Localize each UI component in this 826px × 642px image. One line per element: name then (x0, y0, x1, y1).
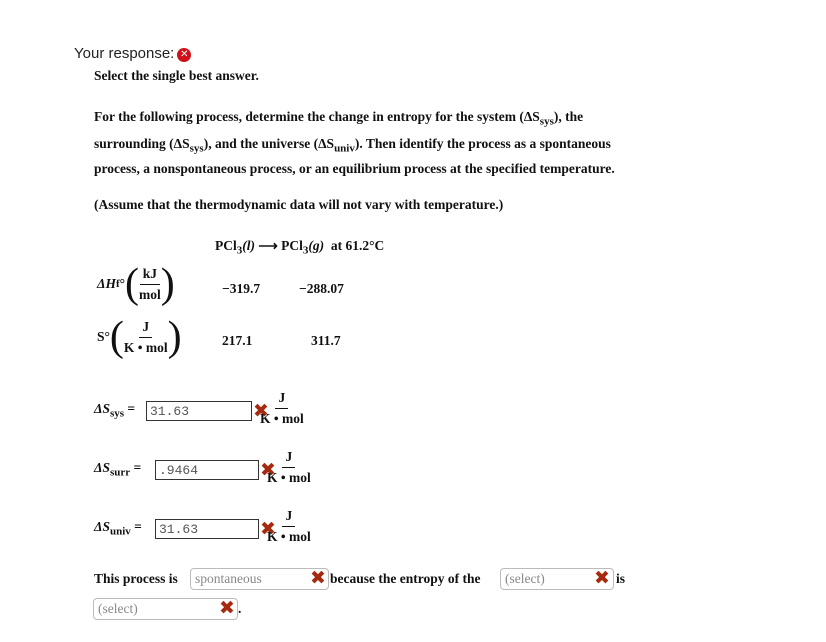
ds-sys-input[interactable]: 31.63 (146, 401, 252, 421)
temperature: at 61.2°C (330, 238, 385, 253)
text: K • mol (267, 470, 311, 485)
wrong-icon: ✖ (219, 597, 235, 619)
text: J (139, 319, 152, 338)
instruction: Select the single best answer. (94, 68, 259, 83)
enthalpy-label: ΔH f ° ( $\frac{kJ}{\text{mol}}$ ) (97, 261, 175, 307)
conclusion-text-3: is (616, 571, 626, 586)
text: (g) (308, 238, 325, 253)
ds-surr-label: $\Delta S_{surr}$ = (94, 460, 142, 479)
text: (l) (242, 238, 255, 253)
text: K • mol (123, 339, 168, 355)
text: K • mol (267, 529, 311, 544)
text: K • mol (260, 411, 304, 426)
ds-sys-unit (260, 390, 304, 427)
wrong-icon: ✖ (594, 567, 610, 589)
s-product: 311.7 (311, 333, 341, 348)
text: mol (139, 286, 161, 302)
arrow-icon: ⟶ (258, 238, 278, 253)
text: ΔS (94, 401, 110, 416)
text: kJ (140, 266, 160, 285)
text: sys (539, 115, 554, 128)
ds-sys-label: $\Delta S_{sys}$ = (94, 401, 136, 420)
text: sys (189, 142, 204, 155)
text: J (282, 508, 295, 527)
text: univ (334, 142, 355, 155)
ds-univ-input[interactable]: 31.63 (155, 519, 259, 539)
reaction (215, 238, 384, 257)
text: ° (119, 276, 126, 291)
reactant: PCl (215, 238, 237, 253)
response-header (74, 45, 191, 62)
wrong-icon: ✖ (260, 459, 276, 481)
dh-reactant: −319.7 (222, 281, 261, 296)
ds-univ-label: $\Delta S_{univ}$ = (94, 519, 142, 538)
text: surr (109, 466, 131, 479)
wrong-icon: ✖ (310, 567, 326, 589)
response-label: Your response: (74, 45, 175, 62)
dh-product: −288.07 (299, 281, 344, 296)
text: 3 (236, 244, 243, 257)
text: ), and the universe (ΔS (203, 136, 335, 151)
assumption: (Assume that the thermodynamic data will not vary with temperature.) (94, 197, 504, 212)
question-line-2 (94, 136, 611, 155)
entropy-change-select[interactable]: (select) (93, 598, 238, 620)
conclusion-text-1: This process is (94, 571, 178, 586)
text: ΔS (94, 519, 110, 534)
entropy-label: S° ( $\frac{J}{\text{K • mol}}$ ) (97, 314, 182, 360)
product: PCl (281, 238, 303, 253)
text: ). Then identify the process as a spontaneous (354, 136, 611, 151)
text: S° (97, 329, 110, 344)
ds-univ-unit (267, 508, 311, 545)
ds-surr-input[interactable]: .9464 (155, 460, 259, 480)
text: sys (109, 407, 125, 420)
text: ΔH (97, 276, 116, 291)
wrong-icon: ✖ (260, 518, 276, 540)
s-reactant: 217.1 (222, 333, 253, 348)
question-line-1 (94, 109, 583, 128)
conclusion-period: . (238, 601, 242, 616)
text: J (275, 390, 288, 409)
unit (124, 319, 168, 356)
spontaneity-select[interactable]: spontaneous (190, 568, 329, 590)
text: univ (109, 525, 131, 538)
text: f (115, 278, 120, 290)
question-line-3: process, a nonspontaneous process, or an equilibrium process at the specified temperature. (94, 161, 615, 176)
ds-surr-unit (267, 449, 311, 486)
error-icon: ✕ (177, 48, 191, 62)
text: surrounding (ΔS (94, 136, 190, 151)
text: 3 (302, 244, 309, 257)
entropy-of-select[interactable]: (select) (500, 568, 614, 590)
unit (139, 266, 161, 303)
text: ), the (553, 109, 584, 124)
conclusion-text-2: because the entropy of the (330, 571, 481, 586)
text: ΔS (94, 460, 110, 475)
wrong-icon: ✖ (253, 400, 269, 422)
text: J (282, 449, 295, 468)
text: For the following process, determine the change in entropy for the system (ΔS (94, 109, 540, 124)
